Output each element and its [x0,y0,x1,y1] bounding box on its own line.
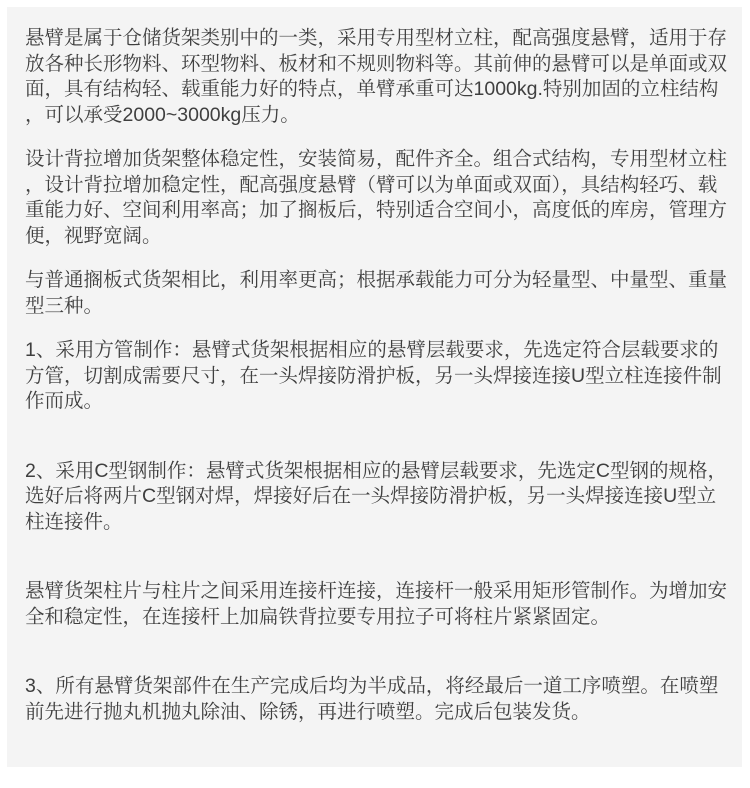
paragraph-square-tube-method: 1、采用方管制作：悬臂式货架根据相应的悬臂层载要求，先选定符合层载要求的方管，切割成需要尺寸，在一头焊接防滑护板，另一头焊接连接U型立柱连接件制作而成。 [25,339,722,412]
paragraph-comparison: 与普通搁板式货架相比，利用率更高；根据承载能力可分为轻量型、中量型、重量型三种。 [25,269,728,317]
paragraph-connector-rods: 悬臂货架柱片与柱片之间采用连接杆连接，连接杆一般采用矩形管制作。为增加安全和稳定性，在连接杆上加扁铁背拉要专用拉子可将柱片紧紧固定。 [25,580,728,628]
paragraph-design-features: 设计背拉增加货架整体稳定性，安装简易，配件齐全。组合式结构，专用型材立柱，设计背拉增加稳定性，配高强度悬臂（臂可以为单面或双面），具结构轻巧、载重能力好、空间利用率高；加了搁板后，特别适合空间小，高度低的库房，管理方便，视野宽阔。 [25,148,728,247]
paragraph-finishing-process: 3、所有悬臂货架部件在生产完成后均为半成品，将经最后一道工序喷塑。在喷塑前先进行抛丸机抛丸除油、除锈，再进行喷塑。完成后包装发货。 [25,675,719,723]
article-panel [7,7,742,767]
paragraph-c-steel-method: 2、采用C型钢制作：悬臂式货架根据相应的悬臂层载要求，先选定C型钢的规格，选好后将两片C型钢对焊，焊接好后在一头焊接防滑护板，另一头焊接连接U型立柱连接件。 [25,459,728,533]
paragraph-overview: 悬臂是属于仓储货架类别中的一类，采用专用型材立柱，配高强度悬臂，适用于存放各种长形物料、环型物料、板材和不规则物料等。其前伸的悬臂可以是单面或双面，具有结构轻、载重能力好的特点，单臂承重可达1000kg.特别加固的立柱结构，可以承受2000~3000kg压力。 [25,27,728,126]
